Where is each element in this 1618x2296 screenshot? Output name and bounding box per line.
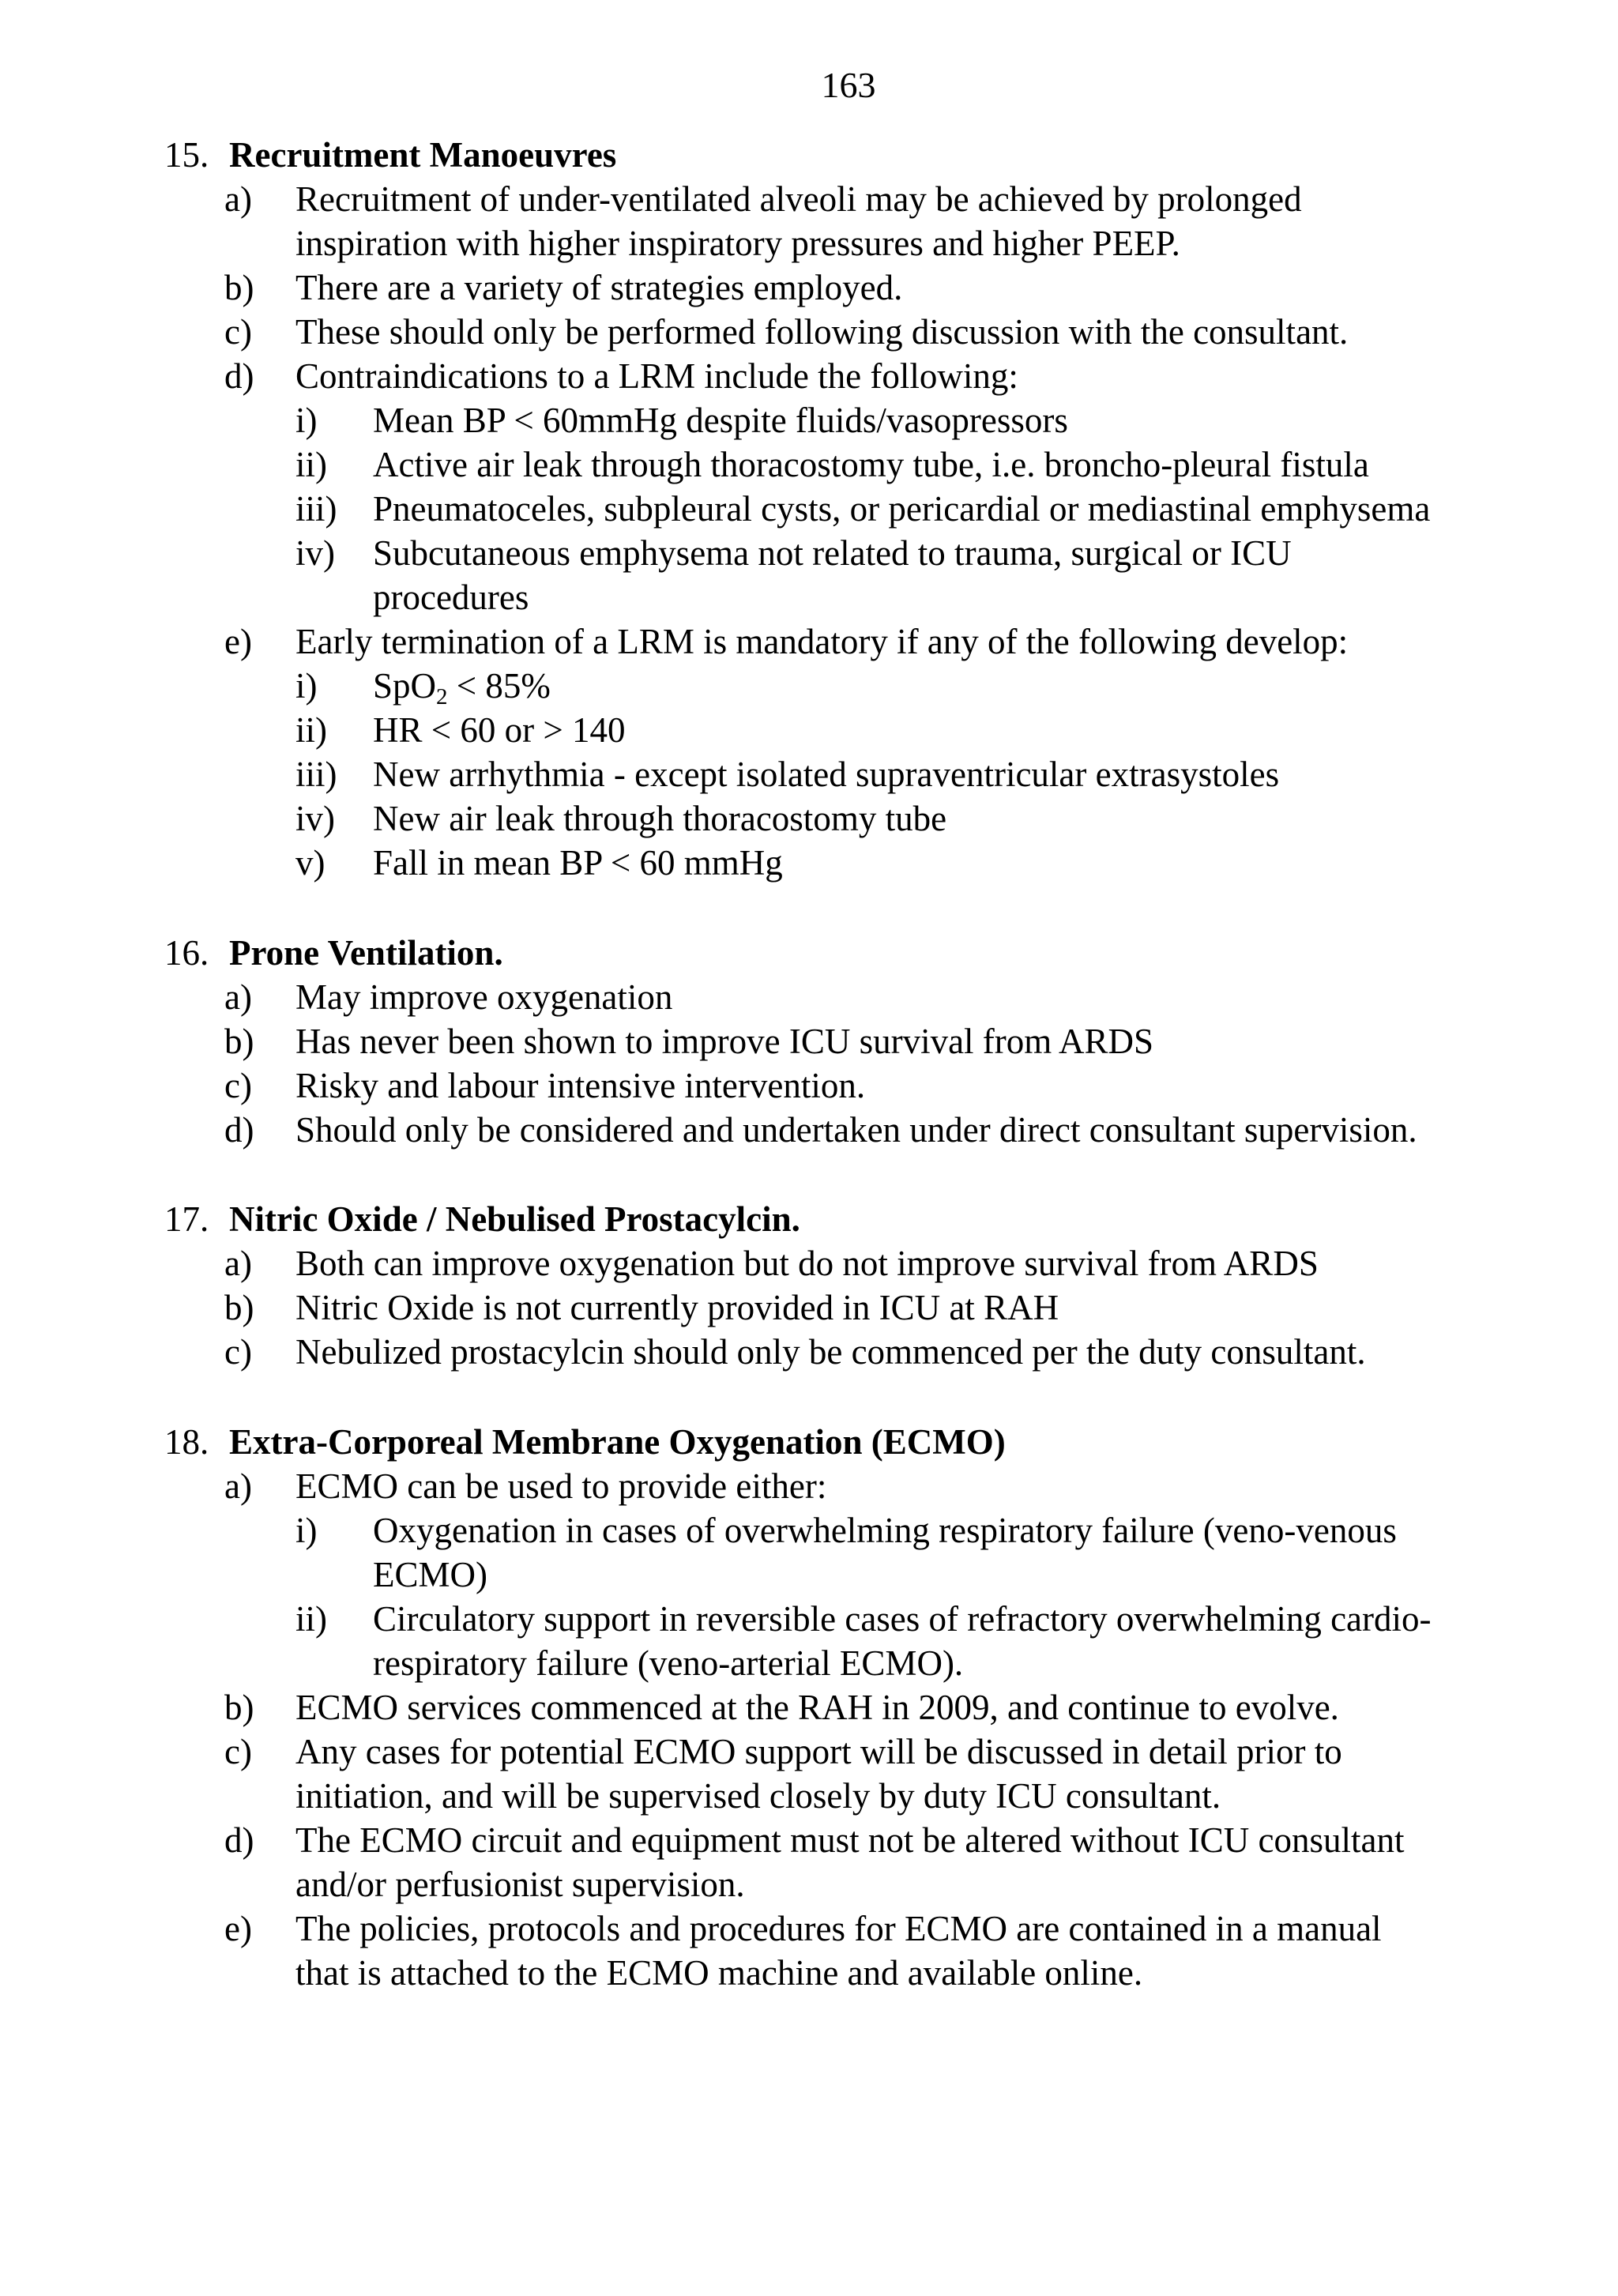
item-text: Early termination of a LRM is mandatory if any of the following develop:	[295, 622, 1349, 661]
sub-item-text: Mean BP < 60mmHg despite fluids/vasopressors	[373, 401, 1068, 440]
item-text: These should only be performed following discussion with the consultant.	[295, 312, 1349, 352]
sub-list-item	[164, 398, 1586, 442]
sub-item-text: Active air leak through thoracostomy tube, i.e. broncho-pleural fistula	[373, 445, 1369, 484]
sub-item-label: i)	[295, 1511, 318, 1550]
sub-item-text: New air leak through thoracostomy tube	[373, 799, 947, 838]
item-label: c)	[224, 1732, 252, 1771]
sub-item-text: ECMO)	[373, 1555, 487, 1594]
item-label: a)	[224, 977, 252, 1017]
list-item	[164, 1063, 1586, 1108]
section-18	[164, 1420, 1586, 1995]
list-item	[164, 265, 1586, 310]
item-text: Has never been shown to improve ICU survival from ARDS	[295, 1022, 1154, 1061]
subscript: 2	[436, 684, 448, 710]
list-item	[164, 1019, 1586, 1063]
section-16	[164, 931, 1586, 1152]
section-title: Extra-Corporeal Membrane Oxygenation (ECMO)	[229, 1422, 1006, 1462]
sub-item-label: ii)	[295, 710, 327, 750]
sub-item-text: procedures	[373, 578, 529, 617]
section-heading	[164, 931, 1586, 975]
item-label: a)	[224, 1466, 252, 1506]
list-item	[164, 619, 1586, 664]
section-number: 17.	[164, 1199, 209, 1239]
sub-item-text	[373, 664, 1542, 708]
item-label: c)	[224, 1066, 252, 1105]
sub-item-label: i)	[295, 401, 318, 440]
sub-item-label: iii)	[295, 755, 337, 794]
item-label: d)	[224, 1820, 254, 1860]
item-label: e)	[224, 1909, 252, 1948]
item-text: The policies, protocols and procedures for ECMO are contained in a manual	[295, 1909, 1382, 1948]
sub-item-label: iv)	[295, 533, 335, 573]
item-text: and/or perfusionist supervision.	[295, 1865, 745, 1904]
sub-list-item	[164, 1508, 1586, 1597]
section-number: 15.	[164, 135, 209, 175]
sub-list-item	[164, 796, 1586, 841]
item-text: initiation, and will be supervised closely by duty ICU consultant.	[295, 1776, 1221, 1816]
item-label: b)	[224, 268, 254, 307]
sub-item-text: Circulatory support in reversible cases of refractory overwhelming cardio-	[373, 1599, 1432, 1639]
item-text: Both can improve oxygenation but do not improve survival from ARDS	[295, 1244, 1319, 1283]
section-15	[164, 133, 1586, 885]
sub-item-text: New arrhythmia - except isolated supraventricular extrasystoles	[373, 755, 1280, 794]
list-item	[164, 1241, 1586, 1285]
section-heading	[164, 1197, 1586, 1241]
item-text: May improve oxygenation	[295, 977, 673, 1017]
list-item	[164, 1906, 1586, 1995]
spo2-text: SpO	[373, 666, 437, 706]
list-item	[164, 1818, 1586, 1906]
sub-list-item	[164, 841, 1586, 885]
section-number: 18.	[164, 1422, 209, 1462]
sub-item-text: Subcutaneous emphysema not related to trauma, surgical or ICU	[373, 533, 1292, 573]
list-item	[164, 1285, 1586, 1330]
section-17	[164, 1197, 1586, 1374]
item-text: There are a variety of strategies employed.	[295, 268, 903, 307]
item-text: The ECMO circuit and equipment must not be altered without ICU consultant	[295, 1820, 1405, 1860]
item-text: Should only be considered and undertaken under direct consultant supervision.	[295, 1110, 1417, 1150]
list-item	[164, 1108, 1586, 1152]
item-text: ECMO services commenced at the RAH in 2009, and continue to evolve.	[295, 1688, 1339, 1727]
sub-list-item	[164, 664, 1586, 708]
section-number: 16.	[164, 933, 209, 973]
page-number: 163	[821, 65, 876, 105]
list-item	[164, 354, 1586, 398]
sub-list-item	[164, 708, 1586, 752]
sub-item-label: v)	[295, 843, 325, 883]
item-text: Nitric Oxide is not currently provided in ICU at RAH	[295, 1288, 1059, 1327]
item-label: a)	[224, 179, 252, 219]
item-label: b)	[224, 1688, 254, 1727]
sub-item-label: iv)	[295, 799, 335, 838]
list-item	[164, 1464, 1586, 1508]
item-label: d)	[224, 1110, 254, 1150]
item-text: Nebulized prostacylcin should only be commenced per the duty consultant.	[295, 1332, 1366, 1372]
sub-item-text: respiratory failure (veno-arterial ECMO).	[373, 1643, 964, 1683]
sub-list-item	[164, 487, 1586, 531]
section-title: Prone Ventilation.	[229, 933, 503, 973]
item-text: Contraindications to a LRM include the following:	[295, 356, 1018, 396]
sub-list-item	[164, 442, 1586, 487]
item-label: c)	[224, 1332, 252, 1372]
list-item	[164, 975, 1586, 1019]
sub-item-label: iii)	[295, 489, 337, 529]
list-item	[164, 177, 1586, 265]
sub-item-text: Oxygenation in cases of overwhelming respiratory failure (veno-venous	[373, 1511, 1397, 1550]
sub-list-item	[164, 752, 1586, 796]
threshold-text: < 85%	[447, 666, 551, 706]
sub-item-text: Fall in mean BP < 60 mmHg	[373, 843, 783, 883]
item-text: that is attached to the ECMO machine and available online.	[295, 1953, 1143, 1993]
item-text: inspiration with higher inspiratory pressures and higher PEEP.	[295, 224, 1180, 263]
item-label: c)	[224, 312, 252, 352]
item-label: b)	[224, 1022, 254, 1061]
sub-item-text: Pneumatoceles, subpleural cysts, or pericardial or mediastinal emphysema	[373, 489, 1431, 529]
sub-item-text: HR < 60 or > 140	[373, 710, 626, 750]
list-item	[164, 1330, 1586, 1374]
list-item	[164, 1685, 1586, 1730]
section-title: Recruitment Manoeuvres	[229, 135, 617, 175]
section-heading	[164, 133, 1586, 177]
item-text: ECMO can be used to provide either:	[295, 1466, 827, 1506]
sub-item-label: i)	[295, 666, 318, 706]
sub-item-label: ii)	[295, 1599, 327, 1639]
list-item	[164, 310, 1586, 354]
item-label: a)	[224, 1244, 252, 1283]
item-label: b)	[224, 1288, 254, 1327]
section-title: Nitric Oxide / Nebulised Prostacylcin.	[229, 1199, 800, 1239]
item-text: Any cases for potential ECMO support will be discussed in detail prior to	[295, 1732, 1342, 1771]
sub-list-item	[164, 531, 1586, 619]
item-label: d)	[224, 356, 254, 396]
item-text: Risky and labour intensive intervention.	[295, 1066, 866, 1105]
item-text: Recruitment of under-ventilated alveoli may be achieved by prolonged	[295, 179, 1302, 219]
list-item	[164, 1730, 1586, 1818]
section-heading	[164, 1420, 1586, 1464]
sub-item-label: ii)	[295, 445, 327, 484]
item-label: e)	[224, 622, 252, 661]
sub-list-item	[164, 1597, 1586, 1685]
